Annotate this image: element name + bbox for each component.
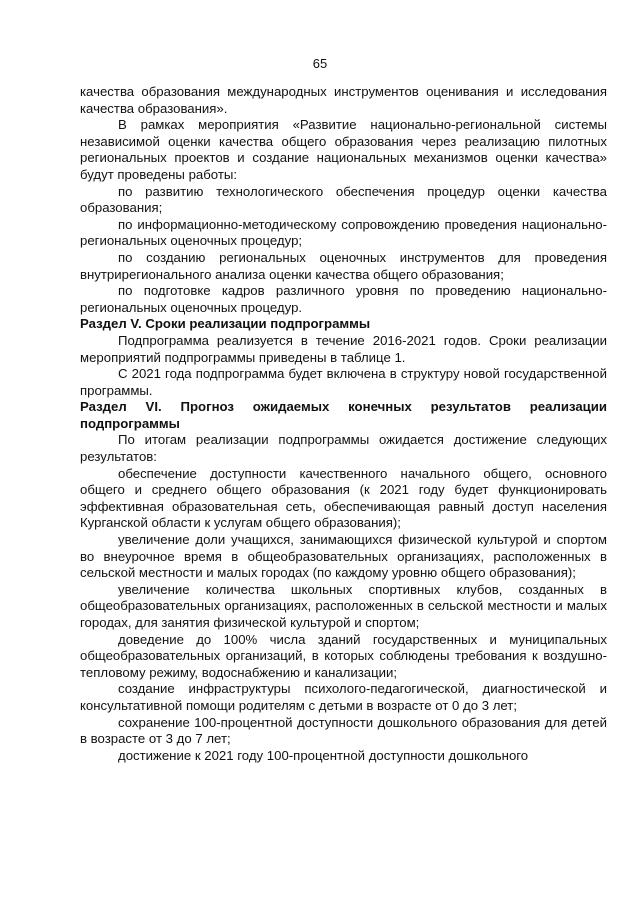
paragraph-result-4: доведение до 100% числа зданий государственных и муниципальных общеобразовательных организаций, в которых соблюдены требования к воздушно-тепловому режиму, водоснабжению и канализации; — [80, 631, 607, 680]
paragraph-event-intro: В рамках мероприятия «Развитие национально-региональной системы независимой оценки качества общего образования через реализацию пилотных региональных проектов и создание национальных механизмов оценки качества» будут проведены работы: — [80, 117, 607, 182]
paragraph-result-3: увеличение количества школьных спортивных клубов, созданных в общеобразовательных организациях, расположенных в сельской местности и малых городах, для занятия физической культурой и спортом; — [80, 581, 607, 630]
paragraph-terms-2: С 2021 года подпрограмма будет включена в структуру новой государственной программы. — [80, 366, 607, 398]
page-number: 65 — [312, 56, 328, 71]
paragraph-terms-1: Подпрограмма реализуется в течение 2016-2021 годов. Сроки реализации мероприятий подпрограммы приведены в таблице 1. — [80, 332, 607, 365]
document-body — [80, 84, 607, 764]
paragraph-work-item-2: по информационно-методическому сопровождению проведения национально-региональных оценочных процедур; — [80, 216, 607, 249]
paragraph-continuation: качества образования международных инструментов оценивания и исследования качества образования». — [80, 84, 607, 116]
paragraph-work-item-1: по развитию технологического обеспечения процедур оценки качества образования; — [80, 183, 607, 216]
section-heading-6: Раздел VI. Прогноз ожидаемых конечных результатов реализации подпрограммы — [80, 399, 607, 431]
paragraph-result-7: достижение к 2021 году 100-процентной доступности дошкольного — [118, 747, 529, 763]
paragraph-result-6: сохранение 100-процентной доступности дошкольного образования для детей в возрасте от 3 до 7 лет; — [80, 714, 607, 747]
paragraph-results-intro: По итогам реализации подпрограммы ожидается достижение следующих результатов: — [80, 432, 607, 465]
paragraph-result-2: увеличение доли учащихся, занимающихся физической культурой и спортом во внеурочное время в общеобразовательных организациях, расположенных в сельской местности и малых городах (по каждому уровню общего образования); — [80, 532, 607, 581]
section-heading-5: Раздел V. Сроки реализации подпрограммы — [80, 316, 371, 332]
paragraph-work-item-4: по подготовке кадров различного уровня по проведению национально-региональных оценочных процедур. — [80, 283, 607, 315]
paragraph-work-item-3: по созданию региональных оценочных инструментов для проведения внутрирегионального анализа оценки качества общего образования; — [80, 249, 607, 282]
paragraph-result-5: создание инфраструктуры психолого-педагогической, диагностической и консультативной помощи родителям с детьми в возрасте от 0 до 3 лет; — [80, 681, 607, 713]
paragraph-result-1: обеспечение доступности качественного начального общего, основного общего и среднего общего образования (к 2021 году будет функционировать эффективная образовательная сеть, обеспечивающая равный доступ населения Курганской области к услугам общего образования); — [80, 465, 607, 531]
